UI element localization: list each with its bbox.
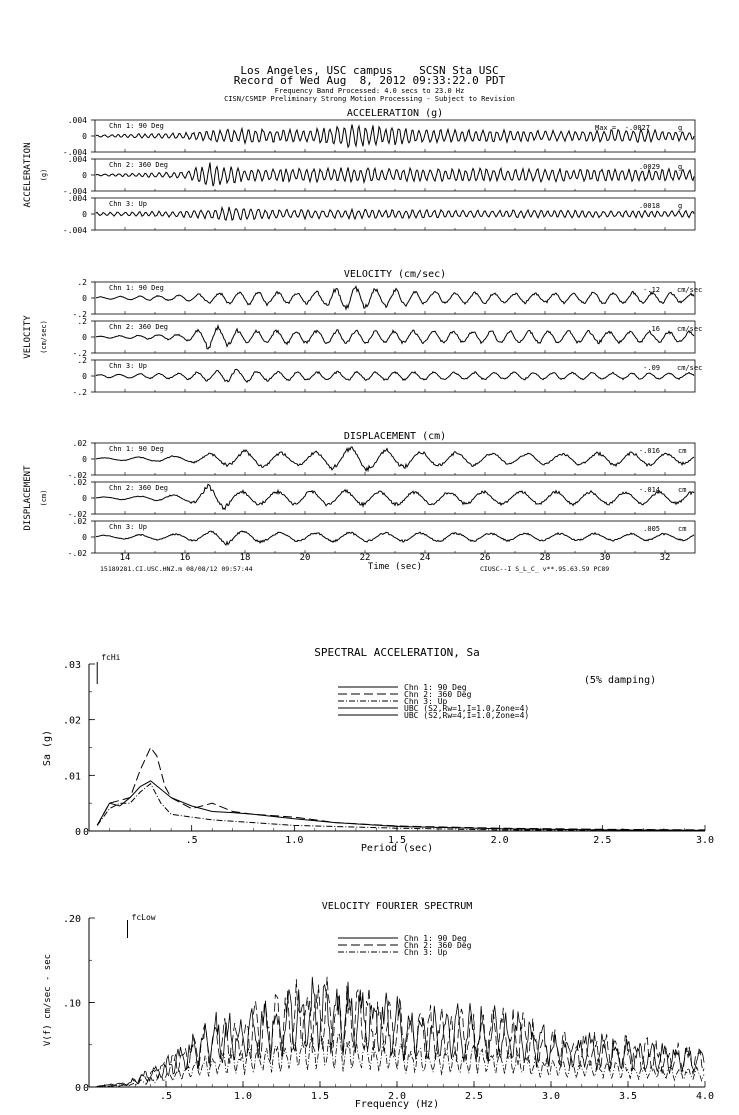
vfs-x-tick-label: 3.5	[618, 1091, 638, 1102]
trace-line	[96, 287, 694, 310]
vfs-y-tick-label: .10	[62, 998, 81, 1010]
channel-label: Chn 3: Up	[109, 523, 147, 531]
time-tick-label: 16	[179, 553, 191, 563]
channel-label: Chn 3: Up	[109, 362, 147, 370]
sa-title: SPECTRAL ACCELERATION, Sa	[314, 646, 480, 659]
channel-label: Chn 2: 360 Deg	[109, 323, 169, 331]
time-tick-label: 26	[479, 553, 491, 563]
vfs-series-line	[97, 977, 704, 1087]
y-tick-label: 0	[82, 372, 87, 381]
channel-label: Chn 1: 90 Deg	[109, 445, 164, 453]
station-title: Los Angeles, USC campus SCSN Sta USC	[240, 64, 499, 77]
footer-left: 15189281.CI.USC.HNZ.m 08/08/12 09:57:44	[100, 565, 253, 573]
sa-y-tick-label: .03	[62, 660, 81, 671]
trace-frame	[95, 321, 695, 353]
max-label: Max =	[595, 124, 617, 132]
y-tick-label: 0	[82, 333, 87, 342]
vfs-xlabel: Frequency (Hz)	[354, 1099, 440, 1110]
peak-value: -.12	[643, 286, 660, 294]
sa-y-tick-label: 0	[74, 827, 81, 838]
peak-unit: cm	[678, 486, 687, 494]
time-tick-label: 18	[239, 553, 251, 563]
panel-ylabel: VELOCITY	[23, 315, 33, 359]
time-tick-label: 20	[299, 553, 311, 563]
peak-unit: cm/sec	[677, 364, 703, 372]
panel-title: VELOCITY (cm/sec)	[343, 269, 447, 280]
y-tick-label: -.2	[72, 388, 87, 397]
vfs-x-tick-label: 3.0	[541, 1091, 561, 1102]
sa-x-tick-label: 3.0	[695, 835, 715, 846]
time-tick-label: 28	[539, 553, 551, 563]
vfs-y-tick-label: 0	[74, 1083, 81, 1094]
time-axis-label: Time (sec)	[367, 562, 423, 572]
peak-value: .005	[643, 525, 660, 533]
trace-frame	[95, 443, 695, 475]
vfs-title: VELOCITY FOURIER SPECTRUM	[321, 901, 473, 912]
sa-legend-label: Chn 1: 90 Deg	[404, 683, 467, 692]
vfs-x-origin: 0	[82, 1083, 89, 1094]
sa-damping-label: (5% damping)	[583, 675, 657, 686]
y-tick-label: .02	[72, 517, 87, 526]
y-tick-label: -.004	[62, 148, 87, 157]
sa-x-tick-label: 1.5	[387, 835, 407, 846]
y-tick-label: .2	[77, 317, 87, 326]
y-tick-label: -.004	[62, 226, 87, 235]
peak-value: .0018	[638, 202, 660, 210]
sa-legend-label: UBC (S2,Rw=4,I=1.0,Zone=4)	[404, 711, 530, 720]
vfs-ylabel: V(f) cm/sec - sec	[43, 953, 53, 1047]
vfs-legend-label: Chn 1: 90 Deg	[404, 934, 467, 943]
sa-legend-label: UBC (S2,Rw=1,I=1.0,Zone=4)	[404, 704, 530, 713]
peak-unit: g	[678, 202, 683, 210]
vfs-legend-label: Chn 2: 360 Deg	[404, 941, 472, 950]
panel-ylabel: ACCELERATION	[23, 142, 33, 208]
y-tick-label: .004	[67, 116, 87, 125]
panel-title: ACCELERATION (g)	[346, 108, 444, 119]
channel-label: Chn 3: Up	[109, 200, 147, 208]
y-tick-label: 0	[82, 533, 87, 542]
y-tick-label: -.2	[72, 310, 87, 319]
time-tick-label: 32	[659, 553, 671, 563]
y-tick-label: .02	[72, 439, 87, 448]
fchi-label: fcHi	[101, 653, 121, 662]
y-tick-label: -.2	[72, 349, 87, 358]
y-tick-label: 0	[82, 455, 87, 464]
y-tick-label: -.02	[67, 510, 87, 519]
record-title: Record of Wed Aug 8, 2012 09:33:22.0 PDT	[233, 74, 506, 87]
channel-label: Chn 1: 90 Deg	[109, 122, 164, 130]
y-tick-label: 0	[82, 132, 87, 141]
sa-y-tick-label: .01	[62, 771, 81, 783]
vfs-x-tick-label: 1.5	[310, 1091, 330, 1102]
channel-label: Chn 1: 90 Deg	[109, 284, 164, 292]
vfs-x-tick-label: 2.5	[464, 1091, 484, 1102]
frequency-band: Frequency Band Processed: 4.0 secs to 23.0 Hz	[274, 87, 465, 95]
vfs-x-tick-label: .5	[159, 1091, 173, 1102]
panel-yunit: (g)	[40, 168, 48, 182]
y-tick-label: 0	[82, 210, 87, 219]
vfs-x-tick-label: 2.0	[387, 1091, 407, 1102]
fclow-label: fcLow	[131, 913, 156, 922]
trace-line	[96, 369, 694, 382]
y-tick-label: .2	[77, 356, 87, 365]
trace-line	[96, 484, 694, 509]
channel-label: Chn 2: 360 Deg	[109, 484, 169, 492]
sa-series-line	[97, 748, 705, 830]
vfs-x-tick-label: 1.0	[233, 1091, 253, 1102]
y-tick-label: 0	[82, 171, 87, 180]
peak-unit: cm	[678, 447, 687, 455]
vfs-y-tick-label: .20	[62, 914, 81, 925]
y-tick-label: 0	[82, 494, 87, 503]
y-tick-label: -.02	[67, 549, 87, 558]
peak-unit: g	[678, 163, 683, 171]
sa-xlabel: Period (sec)	[360, 843, 434, 854]
y-tick-label: .02	[72, 478, 87, 487]
y-tick-label: .004	[67, 194, 87, 203]
peak-value: -.016	[638, 447, 660, 455]
trace-line	[96, 207, 694, 220]
peak-unit: cm/sec	[677, 286, 703, 294]
y-tick-label: .004	[67, 155, 87, 164]
sa-x-tick-label: 1.0	[285, 835, 304, 846]
time-tick-label: 22	[359, 553, 371, 563]
trace-frame	[95, 482, 695, 514]
footer-right: CIUSC--I S_L_C_ v**.95.63.59 PC89	[480, 565, 610, 573]
trace-frame	[95, 282, 695, 314]
peak-value: -.0027	[624, 124, 650, 132]
sa-ylabel: Sa (g)	[42, 729, 53, 767]
vfs-x-tick-label: 4.0	[695, 1091, 715, 1102]
sa-y-tick-label: .02	[62, 715, 81, 727]
panel-ylabel: DISPLACEMENT	[23, 465, 33, 531]
vfs-legend-label: Chn 3: Up	[404, 948, 448, 957]
panel-yunit: (cm/sec)	[40, 320, 48, 354]
y-tick-label: 0	[82, 294, 87, 303]
trace-line	[96, 326, 694, 349]
trace-frame	[95, 360, 695, 392]
sa-x-tick-label: 2.5	[593, 835, 612, 846]
peak-unit: cm	[678, 525, 687, 533]
peak-value: -.09	[643, 364, 660, 372]
peak-value: .0029	[638, 163, 660, 171]
y-tick-label: -.02	[67, 471, 87, 480]
y-tick-label: .2	[77, 278, 87, 287]
trace-line	[96, 163, 694, 187]
time-tick-label: 24	[419, 553, 431, 563]
trace-line	[96, 447, 694, 471]
sa-x-tick-label: 2.0	[490, 835, 509, 846]
processing-note: CISN/CSMIP Preliminary Strong Motion Processing - Subject to Revision	[224, 95, 515, 103]
peak-unit: g	[678, 124, 683, 132]
sa-x-origin: 0	[82, 827, 89, 838]
time-tick-label: 30	[599, 553, 611, 563]
channel-label: Chn 2: 360 Deg	[109, 161, 169, 169]
panel-title: DISPLACEMENT (cm)	[343, 431, 447, 442]
trace-line	[96, 531, 694, 545]
y-tick-label: -.004	[62, 187, 87, 196]
time-tick-label: 14	[119, 553, 131, 563]
sa-legend-label: Chn 2: 360 Deg	[404, 690, 472, 699]
sa-series-line	[97, 781, 705, 831]
sa-legend-label: Chn 3: Up	[404, 697, 448, 706]
vfs-series-line	[97, 977, 704, 1087]
peak-value: .16	[647, 325, 660, 333]
peak-unit: cm/sec	[677, 325, 703, 333]
peak-value: -.014	[638, 486, 660, 494]
sa-x-tick-label: .5	[185, 835, 198, 846]
panel-yunit: (cm)	[40, 489, 48, 507]
